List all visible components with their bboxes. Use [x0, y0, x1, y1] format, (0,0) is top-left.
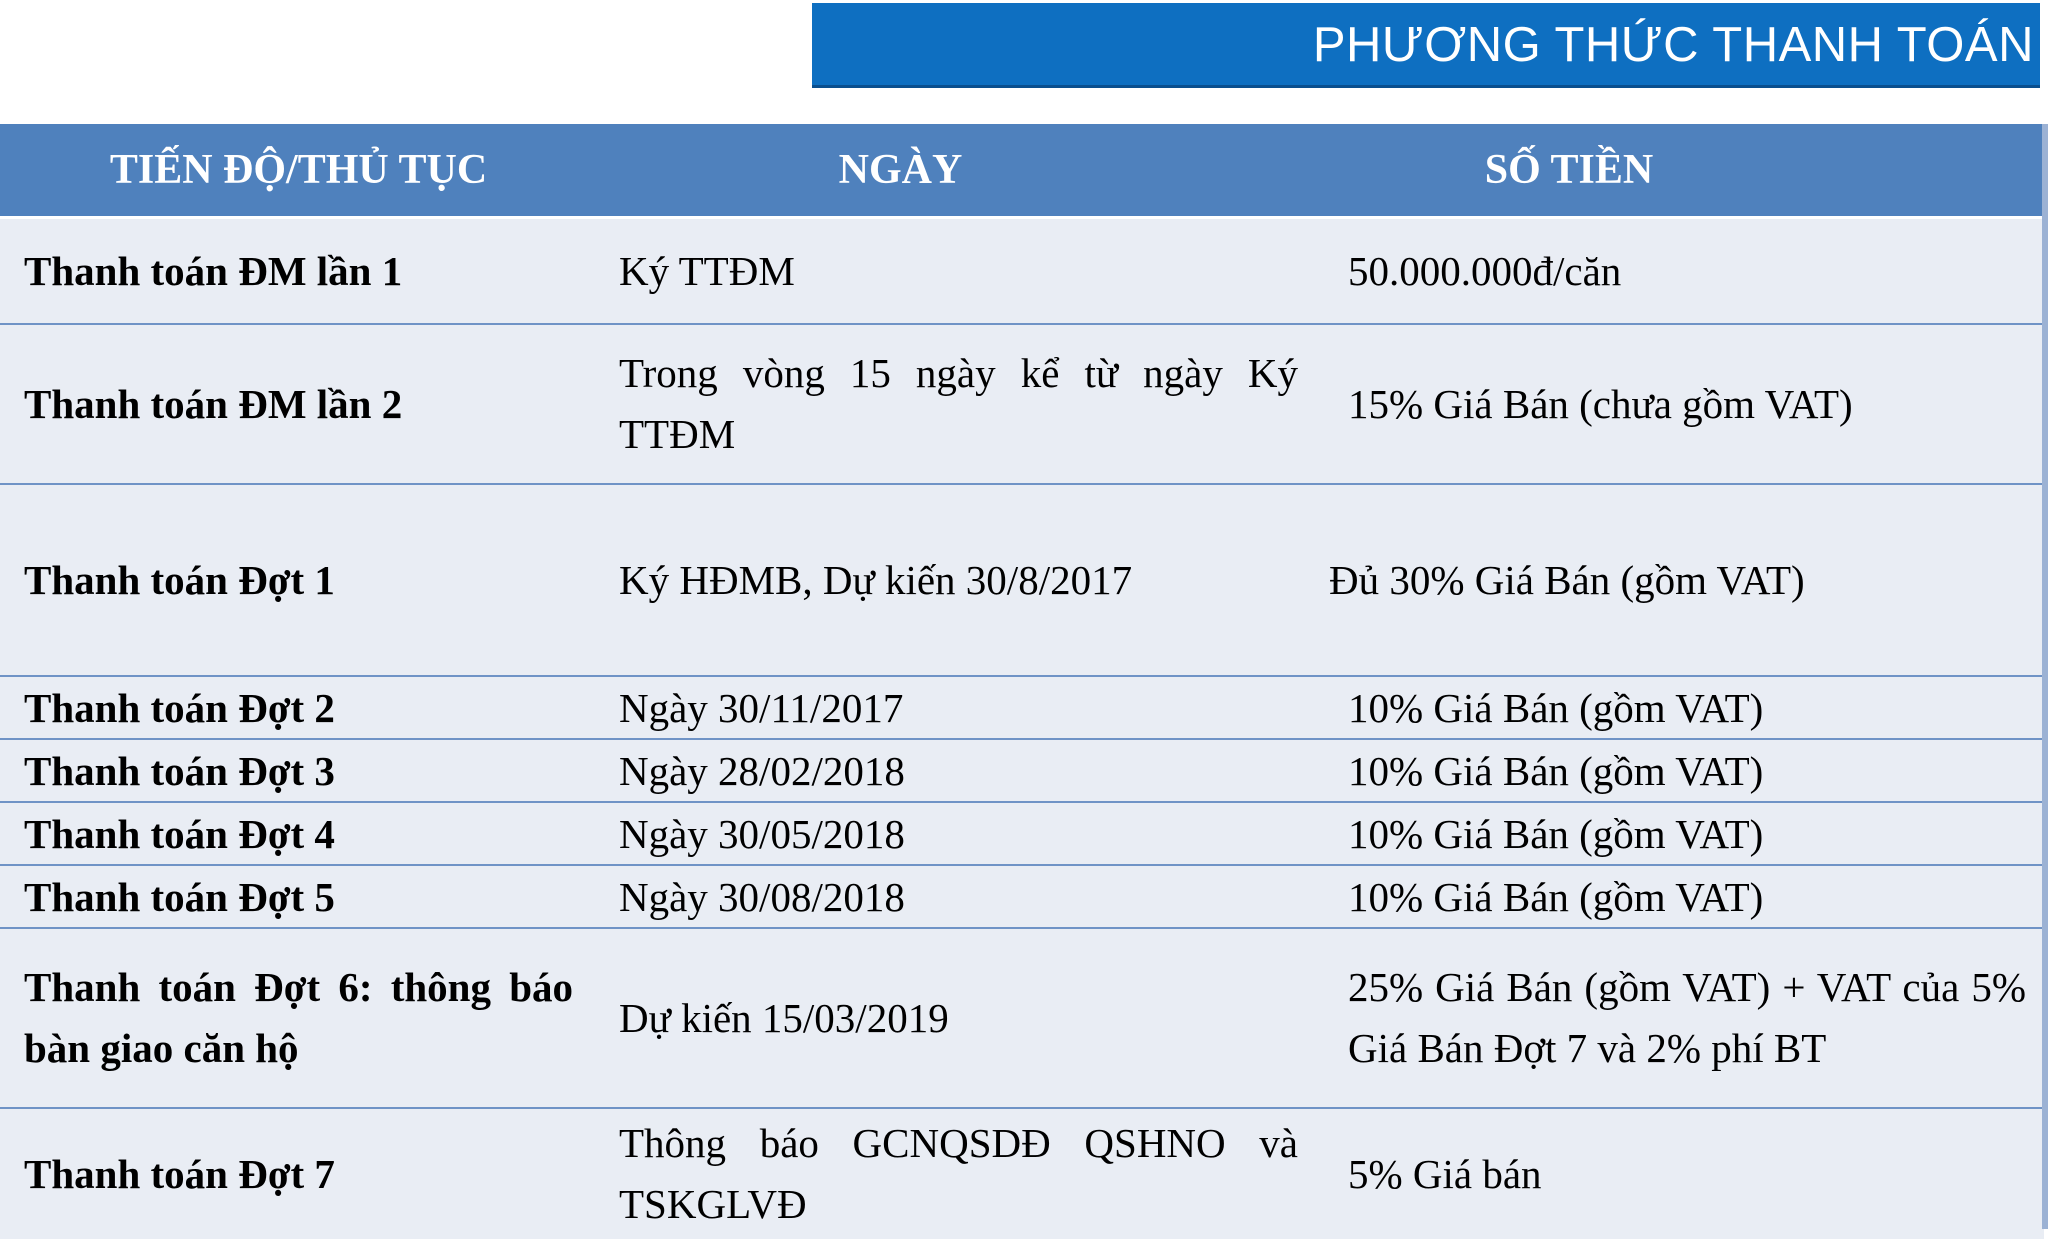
table-right-edge — [2042, 124, 2048, 1229]
table-row — [0, 739, 2044, 802]
date-cell: Ngày 30/11/2017 — [597, 676, 1324, 739]
stage-cell: Thanh toán Đợt 1 — [0, 484, 597, 676]
date-cell: Dự kiến 15/03/2019 — [597, 928, 1324, 1108]
amount-cell: 15% Giá Bán (chưa gồm VAT) — [1324, 324, 2044, 484]
payment-schedule-table — [0, 124, 2044, 1239]
stage-cell: Thanh toán Đợt 7 — [0, 1108, 597, 1239]
amount-cell: 25% Giá Bán (gồm VAT) + VAT của 5% Giá Bán Đợt 7 và 2% phí BT — [1324, 928, 2044, 1108]
column-header-stage: TIẾN ĐỘ/THỦ TỤC — [0, 124, 597, 218]
date-cell: Ký HĐMB, Dự kiến 30/8/2017 — [597, 484, 1324, 676]
stage-cell: Thanh toán Đợt 4 — [0, 802, 597, 865]
stage-cell: Thanh toán Đợt 3 — [0, 739, 597, 802]
stage-cell: Thanh toán ĐM lần 1 — [0, 218, 597, 325]
column-header-date: NGÀY — [597, 124, 1324, 218]
table-row — [0, 218, 2044, 325]
amount-cell: 10% Giá Bán (gồm VAT) — [1324, 865, 2044, 928]
stage-cell: Thanh toán Đợt 2 — [0, 676, 597, 739]
amount-cell: 5% Giá bán — [1324, 1108, 2044, 1239]
date-cell: Ngày 30/08/2018 — [597, 865, 1324, 928]
table-row — [0, 324, 2044, 484]
stage-cell: Thanh toán Đợt 5 — [0, 865, 597, 928]
amount-cell: 10% Giá Bán (gồm VAT) — [1324, 676, 2044, 739]
table-row — [0, 865, 2044, 928]
amount-cell: 50.000.000đ/căn — [1324, 218, 2044, 325]
table-row — [0, 928, 2044, 1108]
date-cell: Ngày 28/02/2018 — [597, 739, 1324, 802]
table-row — [0, 1108, 2044, 1239]
amount-cell: 10% Giá Bán (gồm VAT) — [1324, 802, 2044, 865]
title-banner — [812, 3, 2040, 88]
stage-cell: Thanh toán Đợt 6: thông báo bàn giao căn hộ — [0, 928, 597, 1108]
amount-cell: 10% Giá Bán (gồm VAT) — [1324, 739, 2044, 802]
amount-cell: Đủ 30% Giá Bán (gồm VAT) — [1324, 484, 2044, 676]
date-cell: Trong vòng 15 ngày kể từ ngày Ký TTĐM — [597, 324, 1324, 484]
table-row — [0, 676, 2044, 739]
table-row — [0, 484, 2044, 676]
date-cell: Ngày 30/05/2018 — [597, 802, 1324, 865]
date-cell: Thông báo GCNQSDĐ QSHNO và TSKGLVĐ — [597, 1108, 1324, 1239]
table-header-row — [0, 124, 2044, 218]
column-header-amount: SỐ TIỀN — [1324, 124, 2044, 218]
stage-cell: Thanh toán ĐM lần 2 — [0, 324, 597, 484]
table-row — [0, 802, 2044, 865]
date-cell: Ký TTĐM — [597, 218, 1324, 325]
page-title: PHƯƠNG THỨC THANH TOÁN — [1312, 18, 2034, 72]
